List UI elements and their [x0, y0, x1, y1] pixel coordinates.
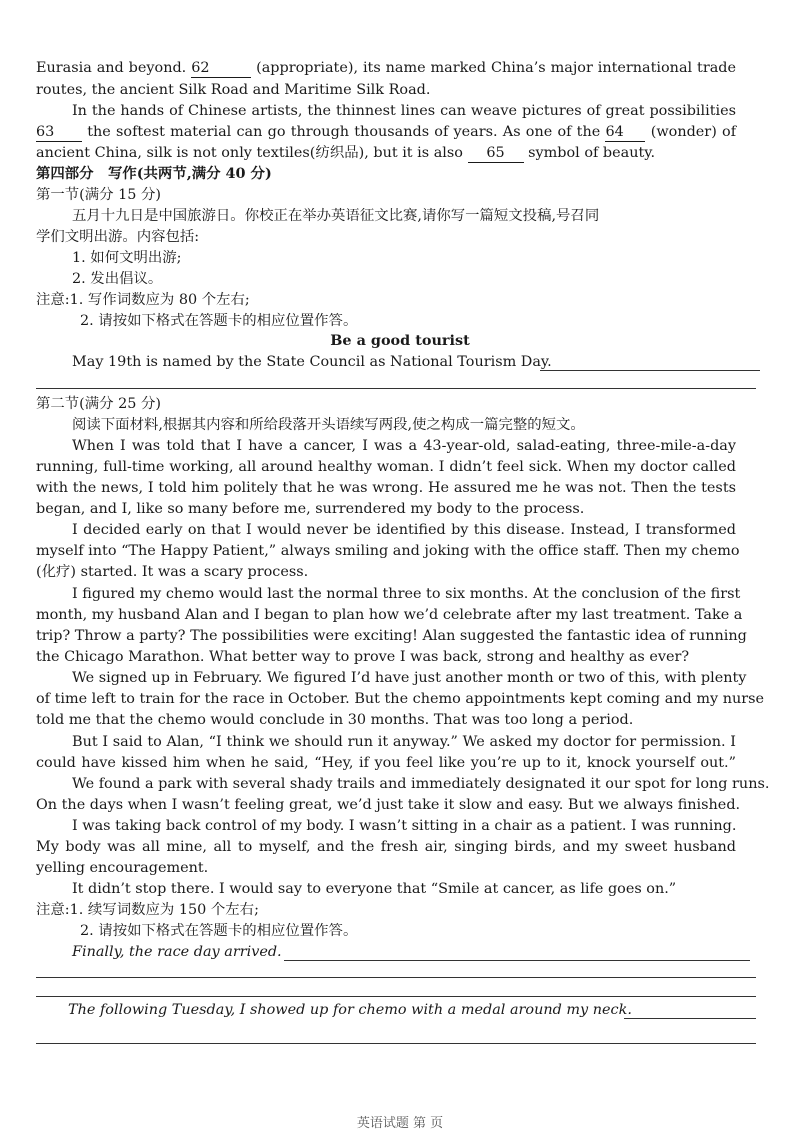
section2-heading: 第二节(满分 25 分) [36, 396, 162, 412]
story-line: with the news, I told him politely that he was wrong. He assured me he was not. Then the tests [36, 480, 736, 496]
answer-line [540, 370, 760, 371]
story-line: myself into “The Happy Patient,” always smiling and joking with the office staff. Then my chemo [36, 543, 740, 559]
section1-prompt: 学们文明出游。内容包括: [36, 229, 200, 245]
section2-note: 注意:1. 续写词数应为 150 个左右; [36, 902, 259, 918]
section1-item: 1. 如何文明出游; [72, 250, 182, 266]
answer-line [36, 977, 756, 978]
para1-start: Finally, the race day arrived. [72, 944, 282, 960]
para2-start: The following Tuesday, I showed up for chemo with a medal around my neck. [68, 1002, 632, 1018]
passage-line: Eurasia and beyond. 62 (appropriate), its name marked China’s major international trade [36, 60, 737, 76]
answer-line [36, 996, 756, 997]
page-footer: 英语试题 第 页 [356, 1116, 444, 1131]
answer-line [624, 1018, 756, 1019]
story-line: told me that the chemo would conclude in 30 months. That was too long a period. [36, 712, 634, 728]
section1-note: 注意:1. 写作词数应为 80 个左右; [36, 292, 250, 308]
story-line: It didn’t stop there. I would say to everyone that “Smile at cancer, as life goes on.” [72, 881, 677, 897]
section1-prompt: 五月十九日是中国旅游日。你校正在举办英语征文比赛,请你写一篇短文投稿,号召同 [72, 208, 600, 224]
essay-title: Be a good tourist [330, 332, 470, 349]
answer-line [36, 388, 756, 389]
section2-note: 2. 请按如下格式在答题卡的相应位置作答。 [80, 923, 358, 939]
passage-line: ancient China, silk is not only textiles(纺织品), but it is also 65 symbol of beauty. [36, 145, 656, 161]
blank-62: 62 [191, 60, 251, 78]
story-line: My body was all mine, all to myself, and the fresh air, singing birds, and my sweet husband [36, 839, 736, 855]
part4-heading: 第四部分 写作(共两节,满分 40 分) [36, 165, 272, 182]
blank-63: 63 [36, 124, 82, 142]
story-line: could have kissed him when he said, “Hey, if you feel like you’re up to it, knock yourself out.” [36, 755, 736, 771]
story-line: I figured my chemo would last the normal three to six months. At the conclusion of the first [72, 586, 741, 602]
answer-line [36, 1043, 756, 1044]
story-line: yelling encouragement. [36, 860, 209, 876]
story-line: began, and I, like so many before me, surrendered my body to the process. [36, 501, 585, 517]
story-line: We found a park with several shady trails and immediately designated it our spot for long runs. [72, 776, 770, 792]
section2-instruction: 阅读下面材料,根据其内容和所给段落开头语续写两段,使之构成一篇完整的短文。 [72, 417, 585, 433]
story-line: trip? Throw a party? The possibilities were exciting! Alan suggested the fantastic idea of running [36, 628, 747, 644]
story-line: month, my husband Alan and I began to plan how we’d celebrate after my last treatment. Take a [36, 607, 743, 623]
blank-64: 64 [605, 124, 645, 142]
story-line: On the days when I wasn’t feeling great, we’d just take it slow and easy. But we always finished. [36, 797, 741, 813]
passage-line: 63 the softest material can go through thousands of years. As one of the 64 (wonder) of [36, 124, 737, 140]
story-line: We signed up in February. We figured I’d have just another month or two of this, with plenty [72, 670, 747, 686]
passage-line: routes, the ancient Silk Road and Maritime Silk Road. [36, 82, 431, 98]
section1-item: 2. 发出倡议。 [72, 271, 163, 287]
story-line: I was taking back control of my body. I wasn’t sitting in a chair as a patient. I was running. [72, 818, 737, 834]
story-line: running, full-time working, all around healthy woman. I didn’t feel sick. When my doctor called [36, 459, 736, 475]
essay-opening: May 19th is named by the State Council as National Tourism Day. [72, 354, 552, 370]
blank-65: 65 [468, 145, 524, 163]
passage-line: In the hands of Chinese artists, the thinnest lines can weave pictures of great possibilities [72, 103, 736, 119]
story-line: When I was told that I have a cancer, I was a 43-year-old, salad-eating, three-mile-a-day [72, 438, 736, 454]
answer-line [284, 960, 750, 961]
story-line: I decided early on that I would never be identified by this disease. Instead, I transformed [72, 522, 736, 538]
story-line: But I said to Alan, “I think we should run it anyway.” We asked my doctor for permission. I [72, 734, 736, 750]
story-line: (化疗) started. It was a scary process. [36, 564, 309, 580]
section1-heading: 第一节(满分 15 分) [36, 187, 162, 203]
story-line: the Chicago Marathon. What better way to prove I was back, strong and healthy as ever? [36, 649, 690, 665]
section1-note: 2. 请按如下格式在答题卡的相应位置作答。 [80, 313, 358, 329]
story-line: of time left to train for the race in October. But the chemo appointments kept coming and my nurse [36, 691, 765, 707]
